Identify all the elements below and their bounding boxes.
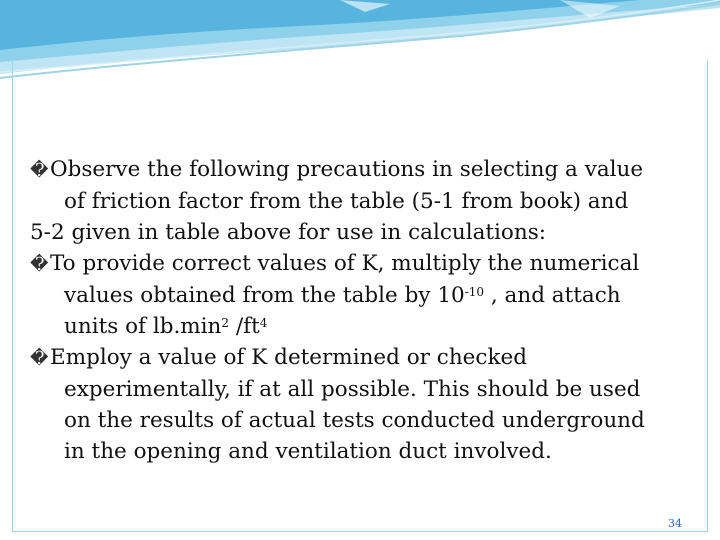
- slide-body: [30, 154, 690, 467]
- correct-values-line-1: To provide correct values of K, multiply the numerical: [50, 251, 640, 276]
- correct-values-line-2a: values obtained from the table by 10: [64, 283, 465, 308]
- employ-line-2: experimentally, if at all possible. This should be used: [64, 377, 641, 402]
- correct-values-line-2b: , and attach: [484, 283, 621, 308]
- employ-line-4: in the opening and ventilation duct involved.: [64, 439, 552, 464]
- paragraph-employ: [30, 342, 690, 467]
- bullet-icon: �: [30, 254, 49, 275]
- page-number: 34: [668, 517, 682, 530]
- paragraph-precautions: [30, 154, 690, 217]
- correct-values-line-3b: /ft: [229, 314, 260, 339]
- exponent-4: 4: [259, 316, 268, 330]
- precautions-line-1: Observe the following precautions in selecting a value: [50, 157, 644, 182]
- bullet-icon: �: [30, 160, 49, 181]
- exponent-2: 2: [221, 316, 230, 330]
- paragraph-correct-values: [30, 248, 690, 342]
- employ-line-1: Employ a value of K determined or checked: [50, 345, 527, 370]
- employ-line-3: on the results of actual tests conducted underground: [64, 408, 645, 433]
- precautions-line-2: of friction factor from the table (5-1 from book) and: [64, 189, 629, 214]
- exponent-neg-10: -10: [464, 285, 485, 299]
- bullet-icon: �: [30, 348, 49, 369]
- correct-values-line-3a: units of lb.min: [64, 314, 222, 339]
- precautions-line-3: 5-2 given in table above for use in calculations:: [30, 220, 546, 245]
